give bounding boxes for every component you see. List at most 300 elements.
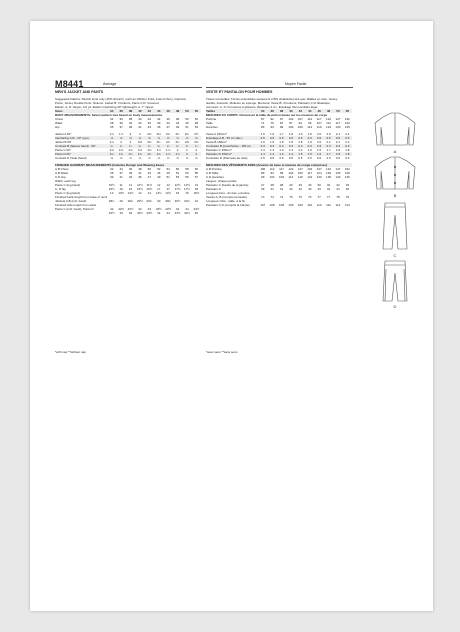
size-cell: 46 [166, 109, 170, 113]
table-cell: ¼ [157, 144, 160, 148]
table-cell: 2 [129, 140, 132, 144]
pattern-envelope-back [30, 21, 433, 611]
table-cell: 31 [194, 199, 199, 203]
table-cell: 15½ [193, 191, 200, 195]
table-cell: 1.6 [270, 132, 275, 136]
size-cell: 34 [261, 109, 265, 113]
table-cell: ¼ [148, 144, 151, 148]
table-cell: 99 [279, 125, 284, 129]
table-cell: 49 [157, 175, 161, 179]
table-cell: 0.3 [288, 144, 293, 148]
fabric-line: Suggested Fabrics: Stretch knits only (15% Stretch), such as: Ribbon Knits, French Terry, Interlock, [55, 97, 187, 101]
table-cell: 1⅞ [156, 148, 161, 152]
table-cell: 30½ [174, 199, 181, 203]
row-label: Jackets A,B (incl. band) [55, 199, 87, 203]
table-cell: 1.3 [260, 148, 265, 152]
view-label-d: D [393, 304, 397, 309]
table-cell: 109 [288, 203, 294, 207]
table-cell: 0.5 [335, 156, 341, 160]
fabric-line: recouvert. A, D: Fermeture à glissière. Élastique 2 cm. Entoilage thermocollant léger. [206, 105, 319, 109]
table-cell: 2.0 [317, 140, 322, 144]
table-cell: 52 [194, 117, 199, 121]
table-cell: 104 [288, 171, 294, 175]
table-cell: 37 [119, 125, 123, 129]
table-cell: 1.4 [270, 152, 275, 156]
table-cell: 1¾ [119, 152, 124, 156]
size-cell: 38 [128, 109, 133, 113]
table-cell: ⅝ [129, 156, 132, 160]
table-cell: 1¾ [128, 152, 133, 156]
table-cell: 1.9 [298, 132, 303, 136]
table-cell: 1.5 [307, 152, 312, 156]
table-cell: 11½ [146, 183, 153, 187]
table-cell: 14 [147, 191, 151, 195]
table-cell: 44 [175, 207, 180, 211]
fabrics-text-en [55, 97, 199, 109]
row-label: Contraste B (manchette) - 150 cm [206, 144, 252, 148]
table-cell: 0.5 [345, 156, 350, 160]
table-cell: 2 [139, 132, 141, 136]
size-cell: 52 [345, 109, 350, 113]
table-cell: 109 [297, 171, 303, 175]
row-label: C,D Hip [55, 175, 66, 179]
finished-measurements-table [206, 167, 352, 207]
size-cell: 44 [157, 109, 161, 113]
table-cell: 114 [288, 175, 294, 179]
table-cell: 2⅛ [147, 140, 152, 144]
table-cell: 42½ [108, 211, 115, 215]
table-cell: 112 [269, 167, 275, 171]
divider [206, 87, 353, 88]
table-cell: 119 [297, 175, 303, 179]
size-cell: 42 [298, 109, 302, 113]
table-cell: 92 [270, 117, 274, 121]
table-cell: 73 [261, 195, 265, 199]
body-measurements-table [206, 117, 352, 129]
table-cell: 2.1 [335, 132, 341, 136]
row-label: Jacket A 60" [55, 132, 72, 136]
table-cell: 1.6 [317, 148, 322, 152]
table-cell: 1⅝ [109, 148, 114, 152]
table-cell: 46 [128, 167, 133, 171]
table-cell: 0.3 [326, 144, 331, 148]
table-cell: 12 [166, 183, 170, 187]
table-cell: 2¼ [175, 140, 180, 144]
table-cell: 1⅞ [166, 152, 171, 156]
table-cell: ⅝ [185, 156, 189, 160]
table-cell: 0.5 [307, 156, 312, 160]
table-cell: 53 [175, 175, 180, 179]
table-cell: 110 [307, 203, 313, 207]
table-cell: 56 [175, 167, 180, 171]
table-cell: 104 [269, 175, 275, 179]
table-cell: 2.1 [326, 140, 331, 144]
table-cell: 0.5 [326, 156, 331, 160]
table-cell: 1.3 [270, 148, 275, 152]
table-cell: 119 [316, 125, 322, 129]
table-cell: 14½ [155, 191, 162, 195]
table-cell: 2¼ [184, 132, 190, 136]
size-cell: 36 [270, 109, 274, 113]
row-label: Contrast B (Sleeve band) - 60" [55, 144, 96, 148]
table-cell: 33 [345, 183, 350, 187]
table-cell: 46 [345, 187, 350, 191]
table-cell: 30 [308, 183, 312, 187]
table-cell: 40 [138, 117, 142, 121]
table-cell: ⅝ [119, 156, 123, 160]
table-cell: 13 [110, 191, 114, 195]
table-cell: 145 [344, 175, 350, 179]
table-cell: 44 [119, 167, 123, 171]
pants-c-drawing [383, 203, 407, 249]
table-cell: 42 [110, 167, 114, 171]
table-cell: 39 [128, 125, 133, 129]
table-cell: 1.8 [288, 140, 293, 144]
table-cell: 1.5 [298, 152, 303, 156]
row-label: Waist [55, 121, 63, 125]
table-cell: 1.8 [345, 152, 350, 156]
table-cell: 1.7 [326, 148, 331, 152]
table-cell: 2½ [194, 132, 199, 136]
row-label: Width, each leg [55, 179, 76, 183]
table-cell: 130 [335, 125, 341, 129]
table-cell: 1⅞ [175, 152, 180, 156]
table-cell: ⅝ [157, 136, 160, 140]
table-cell: 0.5 [345, 136, 350, 140]
table-cell: 0.5 [307, 136, 312, 140]
table-cell: 12½ [174, 183, 181, 187]
table-cell: 41 [270, 187, 274, 191]
table-cell: 39 [110, 175, 114, 179]
table-cell: 1⅝ [147, 148, 152, 152]
table-cell: 1.4 [279, 152, 284, 156]
table-cell: ⅝ [138, 136, 142, 140]
row-label: C,D Hanches [206, 175, 224, 179]
table-cell: 124 [326, 125, 332, 129]
table-cell: 17½ [174, 187, 181, 191]
table-cell: 77 [326, 195, 331, 199]
table-cell: 45 [138, 175, 142, 179]
jacket-b-drawing [375, 157, 415, 189]
table-cell: 39 [128, 171, 133, 175]
table-cell: 106 [260, 167, 266, 171]
table-cell: 48 [194, 121, 199, 125]
row-label: Pantalon C,D (compris la bande) [206, 203, 250, 207]
table-cell: 117 [335, 121, 341, 125]
table-cell: 74 [270, 195, 274, 199]
table-cell: 42 [166, 121, 170, 125]
size-label: Tailles [206, 109, 216, 113]
fabric-line: Ponte, Jersey Double Knits. Notions: Jacket B: 3 buttons; Pants C,D: Covered [55, 101, 159, 105]
table-cell: 43 [308, 187, 312, 191]
row-label: Hanches [206, 125, 218, 129]
table-cell: ⅝ [166, 136, 170, 140]
table-cell: 30 [157, 199, 161, 203]
table-cell: 0.5 [298, 156, 303, 160]
table-cell: 0.3 [317, 144, 322, 148]
row-label: Taille [206, 121, 213, 125]
table-cell: 122 [288, 167, 294, 171]
body-measurements-table [55, 117, 201, 129]
garment-views [363, 109, 427, 309]
table-cell: 38 [128, 117, 133, 121]
table-cell: 1.8 [288, 132, 293, 136]
table-cell: 1⅞ [119, 132, 124, 136]
table-cell: 1.8 [298, 140, 303, 144]
table-cell: 13 [194, 183, 199, 187]
table-cell: 0.5 [260, 156, 265, 160]
table-cell: 2 [186, 152, 188, 156]
table-cell: 94 [270, 171, 274, 175]
table-cell: 137 [316, 167, 322, 171]
table-cell: 108 [279, 203, 285, 207]
table-cell: 142 [326, 167, 332, 171]
table-cell: 107 [297, 117, 303, 121]
row-label: A,B Chest [55, 167, 69, 171]
table-cell: 17½ [184, 187, 190, 191]
table-cell: 11 [119, 183, 123, 187]
table-cell: 97 [279, 117, 284, 121]
row-label: Contrast D (Side Panel) [55, 156, 87, 160]
row-label: Pants C (leg band) [55, 191, 81, 195]
table-cell: 12 [157, 183, 161, 187]
table-row [55, 156, 201, 160]
table-cell: 16 [128, 187, 133, 191]
table-cell: ¼ [195, 144, 198, 148]
table-cell: 36 [147, 121, 151, 125]
table-cell: 37 [119, 171, 123, 175]
table-cell: 46 [166, 117, 170, 121]
table-row [206, 203, 352, 207]
table-cell: 0.3 [270, 144, 275, 148]
table-cell: 1⅞ [109, 140, 114, 144]
table-cell: 107 [316, 121, 322, 125]
table-cell: 124 [316, 171, 322, 175]
table-cell: 2 [195, 148, 198, 152]
table-cell: 41 [138, 171, 142, 175]
table-cell: 109 [279, 175, 285, 179]
table-cell: 117 [279, 167, 284, 171]
footnote-en: *with nap **without nap [55, 350, 86, 354]
body-measurements-heading: BODY MEASUREMENTS: Select pattern size based on body measurements [55, 113, 163, 117]
table-cell: 1.9 [307, 140, 312, 144]
table-cell: 42½ [118, 207, 125, 211]
table-cell: 42 [298, 187, 302, 191]
table-cell: 1⅝ [128, 148, 133, 152]
yardage-table [55, 132, 201, 160]
table-cell: 1⅞ [166, 148, 171, 152]
table-cell: 1¾ [147, 152, 152, 156]
table-cell: 76 [308, 195, 312, 199]
size-cell: 38 [279, 109, 284, 113]
table-cell: 46 [157, 171, 161, 175]
table-row [206, 125, 352, 129]
table-cell: 2⅛ [147, 132, 152, 136]
table-cell: 28 [279, 183, 284, 187]
table-cell: 12½ [184, 183, 190, 187]
table-cell: ⅝ [176, 156, 179, 160]
row-label: Longueur Côté - taille, à la fin [206, 199, 246, 203]
table-cell: 55 [185, 175, 189, 179]
table-cell: 42 [110, 207, 114, 211]
table-cell: 99 [261, 175, 265, 179]
table-row [206, 156, 352, 160]
french-column [206, 97, 352, 207]
row-label: Jacket B 60" [55, 140, 72, 144]
fabric-line: Tissus Conseillés: Tricots extensibles seulement (15% d'élasticité) tels que: Mailles en côte, Jersey [206, 97, 338, 101]
size-cell: 50 [336, 109, 340, 113]
table-cell: 50 [147, 167, 151, 171]
table-cell: 0.5 [270, 156, 275, 160]
view-label-b: B [393, 193, 397, 198]
row-label: Finished side length from waist [55, 203, 97, 207]
table-cell: 74 [279, 195, 284, 199]
table-cell: 52 [157, 167, 161, 171]
table-cell: 44½ [174, 211, 181, 215]
table-cell: 34 [110, 117, 114, 121]
table-cell: 122 [326, 117, 332, 121]
table-cell: 71 [261, 121, 265, 125]
table-cell: ¼ [185, 144, 189, 148]
table-cell: 2.0 [326, 132, 331, 136]
table-cell: 2⅜ [184, 140, 190, 144]
difficulty-fr: Moyen Facile [285, 82, 307, 86]
table-cell: 41 [138, 125, 142, 129]
table-cell: 2 [186, 148, 188, 152]
table-cell: 29¼ [127, 199, 134, 203]
table-cell: 109 [297, 125, 303, 129]
table-cell: 50 [185, 117, 189, 121]
table-cell: 36 [119, 117, 123, 121]
row-label: Entoilage A,B - 50 cm (fac.) [206, 136, 243, 140]
table-cell: 16½ [146, 187, 153, 191]
table-cell: 1.3 [288, 148, 293, 152]
size-cell: 36 [119, 109, 123, 113]
english-column [55, 97, 201, 215]
table-cell: ⅝ [185, 136, 189, 140]
table-cell: 35 [110, 125, 114, 129]
table-cell: 0.5 [279, 156, 284, 160]
table-cell: 135 [335, 171, 341, 175]
table-cell: 130 [326, 171, 332, 175]
row-label: Interfacing A,B - 20" (opt.) [55, 136, 90, 140]
table-cell: 2⅛ [137, 140, 142, 144]
table-cell: ⅝ [166, 156, 170, 160]
row-label: Hip [55, 125, 60, 129]
table-cell: 43½ [165, 207, 172, 211]
table-cell: 76 [298, 195, 302, 199]
size-cell: 46 [317, 109, 321, 113]
row-label: Poitrine [206, 117, 217, 121]
table-cell: 29 [119, 199, 123, 203]
table-cell: 0.5 [317, 136, 322, 140]
pants-d-drawing [383, 261, 407, 301]
table-cell: 1⅝ [137, 148, 142, 152]
table-cell: 57 [194, 175, 199, 179]
table-cell: 109 [297, 203, 303, 207]
table-cell: 102 [288, 117, 294, 121]
table-cell: 2⅛ [156, 132, 161, 136]
table-cell: 18 [194, 187, 199, 191]
table-cell: 44 [336, 187, 340, 191]
row-label: Pantalon D [206, 187, 221, 191]
table-cell: 78 [336, 195, 340, 199]
table-cell: 113 [344, 203, 350, 207]
table-cell: 41 [279, 187, 284, 191]
table-cell: 2.2 [345, 140, 350, 144]
table-cell: 16 [119, 187, 123, 191]
size-cell: 48 [175, 109, 180, 113]
table-cell: ¼ [119, 144, 123, 148]
table-cell: 87 [261, 117, 265, 121]
table-cell: 0.3 [279, 144, 284, 148]
table-cell: 99 [308, 121, 312, 125]
table-cell: 2.1 [345, 132, 350, 136]
row-label: Finished back length from base of neck [55, 195, 107, 199]
table-cell: 46 [185, 121, 189, 125]
row-label: Largeur, chaque jambe [206, 179, 237, 183]
table-cell: 1.4 [288, 152, 293, 156]
row-label: C, D hip [55, 187, 66, 191]
table-cell: 2¼ [156, 140, 161, 144]
table-cell: 2 [195, 152, 198, 156]
table-cell: 135 [326, 175, 332, 179]
table-row [55, 211, 201, 215]
row-label: Pants C (incl. band), Pants D [55, 207, 94, 211]
table-cell: ¼ [110, 144, 113, 148]
table-cell: 1¾ [109, 152, 114, 156]
table-cell: 13½ [127, 191, 134, 195]
table-cell: 29 [298, 183, 302, 187]
table-cell: 94 [270, 125, 274, 129]
table-cell: 53 [194, 125, 199, 129]
table-cell: 29 [289, 183, 293, 187]
table-cell: 39 [261, 187, 265, 191]
table-cell: 11½ [137, 183, 143, 187]
table-cell: 27 [261, 183, 265, 187]
table-cell: ¼ [176, 144, 179, 148]
table-cell: 124 [307, 175, 313, 179]
table-cell: 1¾ [137, 152, 142, 156]
table-cell: 43½ [155, 207, 162, 211]
table-cell: ⅝ [119, 136, 123, 140]
table-cell: 34 [138, 121, 142, 125]
table-cell: 1.7 [326, 152, 331, 156]
table-cell: 11 [128, 183, 133, 187]
table-cell: 112 [335, 203, 341, 207]
table-cell: 51 [185, 125, 189, 129]
fabric-line: Elastic. A, D: Zipper, 1/2 yd. Elastic Interfacing 20" lightweight, A: 7" zipper. [55, 105, 155, 109]
table-cell: 32 [128, 121, 133, 125]
body-measurements-heading: MESURES DU CORPS: Choisissez la taille du patron basée sur les mesures du corps [206, 113, 328, 117]
row-label [55, 211, 107, 215]
table-cell: 45 [157, 125, 161, 129]
table-cell: 32 [336, 183, 340, 187]
table-cell: 30 [119, 121, 123, 125]
table-cell: 44 [185, 207, 189, 211]
table-cell: 42½ [127, 207, 134, 211]
table-cell: 1.6 [270, 140, 275, 144]
table-cell: 130 [316, 175, 322, 179]
table-cell: ⅝ [148, 136, 151, 140]
row-label: Longueur Dos - du bas, encolure [206, 191, 250, 195]
table-cell: 0.5 [260, 136, 265, 140]
row-label: A,B Poitrine [206, 167, 222, 171]
table-cell: 75 [289, 195, 293, 199]
table-cell: 89 [261, 171, 265, 175]
table-cell: 29¾ [146, 199, 153, 203]
table-cell: 1.4 [260, 152, 265, 156]
